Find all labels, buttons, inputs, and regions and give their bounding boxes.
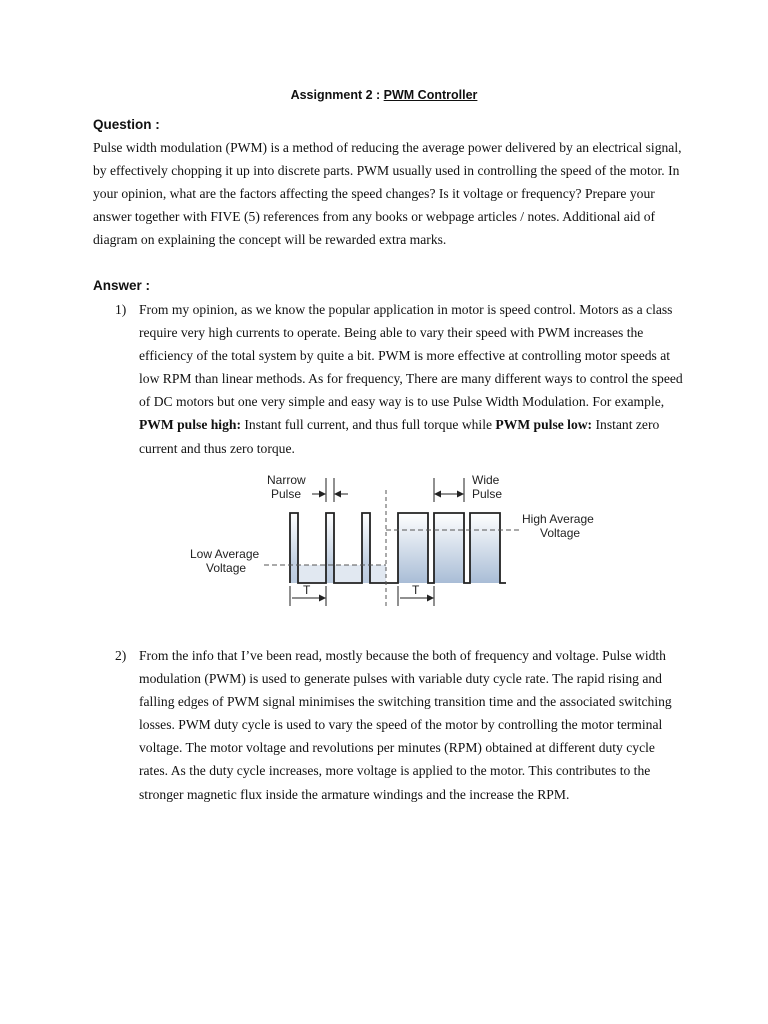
wide-label-line2: Pulse <box>472 487 503 501</box>
low-average-region <box>290 565 386 583</box>
item-1-bold1: PWM pulse high: <box>139 417 241 433</box>
narrow-label-line1: Narrow <box>267 473 306 487</box>
title-underlined: PWM Controller <box>383 88 478 102</box>
pwm-diagram <box>180 468 620 613</box>
item-1-part2: Instant full current, and thus full torque while <box>240 417 496 433</box>
answer-item-2 <box>93 644 683 806</box>
wide-pulse-3 <box>470 513 500 583</box>
low-average-label-line1: Low Average <box>190 547 260 561</box>
wide-label-line1: Wide <box>472 473 500 487</box>
question-text: Pulse width modulation (PWM) is a method of reducing the average power delivered by an electrical signal, by effectively chopping it up into discrete parts. PWM usually used in controlling the speed of the motor. In your opinion, what are the factors affecting the speed changes? Is it voltage or frequency? Prepare your answer together with FIVE (5) references from any books or webpage articles / notes. Additional aid of diagram on explaining the concept will be rewarded extra marks. <box>93 140 682 248</box>
item-1-number: 1) <box>115 302 127 317</box>
high-average-label-line2: Voltage <box>540 526 581 540</box>
answer-heading: Answer : <box>93 278 151 293</box>
item-1-text <box>139 298 683 460</box>
item-2-text <box>139 644 683 806</box>
item-2-lead: From the info that I’ve been read, mostly because the both of frequency and voltage. <box>139 648 599 663</box>
period-label-right: T <box>412 583 420 597</box>
answer-item-1 <box>93 298 683 460</box>
question-heading: Question : <box>93 117 160 132</box>
low-average-label-line2: Voltage <box>206 561 247 575</box>
wide-pulse-1 <box>398 513 428 583</box>
title-prefix: Assignment 2 : <box>290 88 384 102</box>
narrow-label-line2: Pulse <box>271 487 302 501</box>
wide-pulse-2 <box>434 513 464 583</box>
item-1-part3: Instant zero current and thus zero torque. <box>139 417 660 456</box>
item-2-number: 2) <box>115 648 127 663</box>
item-1-part1: From my opinion, as we know the popular application in motor is speed control. Motors as a class require very high currents to operate. Being able to vary their speed with PWM increases the efficiency of the total system by quite a bit. PWM is more effective at controlling motor speeds at low RPM than linear methods. As for frequency, There are many different ways to control the speed of DC motors but one very simple and easy way is to use Pulse Width Modulation. For example, <box>139 302 683 410</box>
item-1-bold2: PWM pulse low: <box>495 417 593 433</box>
period-label-left: T <box>303 583 311 597</box>
high-average-label-line1: High Average <box>522 512 594 526</box>
item-2-body: Pulse width modulation (PWM) is used to generate pulses with variable duty cycle rate. The rapid rising and falling edges of PWM signal minimises the switching transition time and the associated switching losses. PWM duty cycle is used to vary the speed of the motor by controlling the motor terminal voltage. The motor voltage and revolutions per minutes (RPM) obtained at different duty cycle rates. As the duty cycle increases, more voltage is applied to the motor. This contributes to the stronger magnetic flux inside the armature windings and the increase the RPM. <box>139 648 672 802</box>
document-title <box>0 88 768 102</box>
